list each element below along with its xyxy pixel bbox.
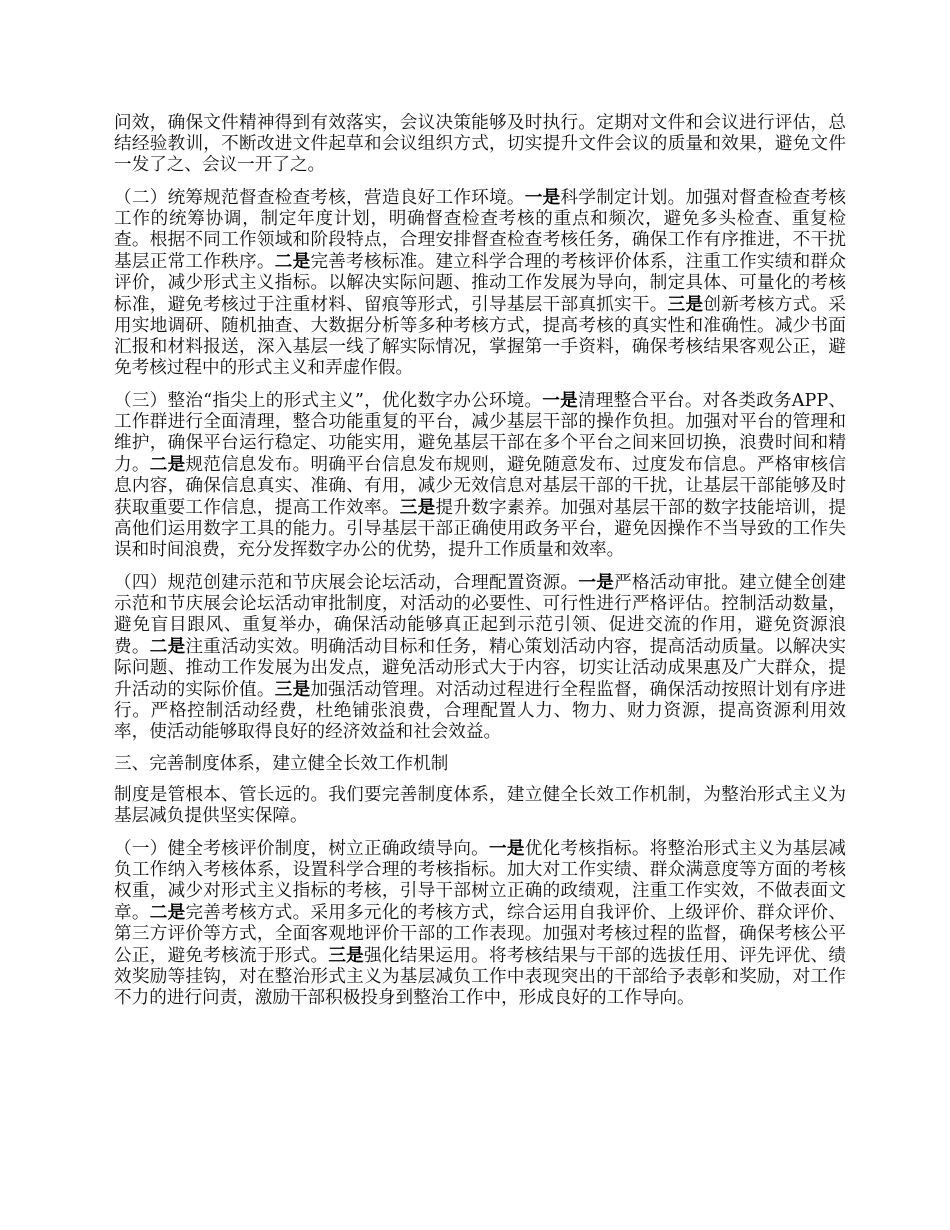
point-text-3: 创新考核方式。采用实地调研、随机抽查、大数据分析等多种考核方式，提高考核的真实性和准确性。减少书面汇报和材料报送，深入基层一线了解实际情况，掌握第一手资料，确保考核结果客观公正，避免考核过程中的形式主义和弄虚作假。 [114,295,846,378]
paragraph-inspection-assessment [114,187,846,379]
section-heading [114,754,846,775]
point-text-1: 严格活动审批。建立健全创建示范和节庆展会论坛活动审批制度，对活动的必要性、可行性进行严格评估。控制活动数量，避免盲目跟风、重复举办，确保活动能够真正起到示范引领、促进交流的作用，避免资源浪费。 [114,573,846,657]
point-text-1: 优化考核指标。将整治形式主义为基层减负工作纳入考核体系，设置科学合理的考核指标。加大对工作实绩、群众满意度等方面的考核权重，减少对形式主义指标的考核，引导干部树立正确的政绩观，注重工作实效，不做表面文章。 [114,839,846,923]
point-marker-3: 三是 [274,679,311,700]
point-text-2: 注重活动实效。明确活动目标和任务，精心策划活动内容，提高活动质量。以解决实际问题、推动工作发展为出发点，避免活动形式大于内容，切实让活动成果惠及广大群众，提升活动的实际价值。 [114,637,846,700]
paragraph-section-intro [114,785,846,827]
point-marker-3: 三是 [328,945,365,966]
point-marker-1: 一是 [524,187,561,208]
document-page [114,113,846,1020]
point-marker-2: 二是 [149,636,186,657]
point-text-2: 规范信息发布。明确平台信息发布规则，避免随意发布、过度发布信息。严格审核信息内容，确保信息真实、准确、有用，减少无效信息对基层干部的干扰，让基层干部能够及时获取重要工作信息，提高工作效率。 [114,455,846,518]
point-marker-2: 二是 [149,454,186,475]
paragraph-events-resources [114,572,846,743]
point-text-2: 完善考核标准。建立科学合理的考核评价体系，注重工作实绩和群众评价，减少形式主义指标。以解决实际问题、推动工作发展为导向，制定具体、可量化的考核标准，避免考核过于注重材料、留痕等形式，引导基层干部真抓实干。 [114,252,846,315]
point-marker-2: 二是 [149,902,186,923]
point-text-1: 科学制定计划。加强对督查检查考核工作的统筹协调，制定年度计划，明确督查检查考核的重点和频次，避免多头检查、重复检查。根据不同工作领域和阶段特点，合理安排督查检查考核任务，确保工作有序推进，不干扰基层正常工作秩序。 [114,188,846,272]
point-marker-3: 三是 [399,497,436,518]
paragraph-lead: （三）整治“指尖上的形式主义”，优化数字办公环境。 [114,391,543,411]
point-text-3: 强化结果运用。将考核结果与干部的选拔任用、评先评优、绩效奖励等挂钩，对在整治形式主义为基层减负工作中表现突出的干部给予表彰和奖励，对工作不力的进行问责，激励干部积极投身到整治工作中，形成良好的工作导向。 [114,946,846,1008]
section-heading-text: 三、完善制度体系，建立健全长效工作机制 [114,754,449,774]
paragraph-lead: （一）健全考核评价制度，树立正确政绩导向。 [114,839,490,859]
point-text-3: 提升数字素养。加强对基层干部的数字技能培训，提高他们运用数字工具的能力。引导基层干部正确使用政务平台，避免因操作不当导致的工作失误和时间浪费，充分发挥数字办公的优势，提升工作质量和效率。 [114,498,846,560]
paragraph-lead: （四）规范创建示范和节庆展会论坛活动，合理配置资源。 [114,573,579,593]
point-marker-3: 三是 [667,294,704,315]
point-marker-1: 一是 [542,390,578,411]
paragraph-continuation-files-meetings [114,113,846,176]
paragraph-text: 制度是管根本、管长远的。我们要完善制度体系，建立健全长效工作机制，为整治形式主义为基层减负提供坚实保障。 [114,785,846,826]
point-text-2: 完善考核方式。采用多元化的考核方式，综合运用自我评价、上级评价、群众评价、第三方评价等方式，全面客观地评价干部的工作表现。加强对考核过程的监督，确保考核公平公正，避免考核流于形式。 [114,903,846,966]
point-text-3: 加强活动管理。对活动过程进行全程监督，确保活动按照计划有序进行。严格控制活动经费，杜绝铺张浪费，合理配置人力、物力、财力资源，提高资源利用效率，使活动能够取得良好的经济效益和社会效益。 [114,680,846,742]
point-marker-1: 一是 [578,572,615,593]
paragraph-text: 问效，确保文件精神得到有效落实，会议决策能够及时执行。定期对文件和会议进行评估，总结经验教训，不断改进文件起草和会议组织方式，切实提升文件会议的质量和效果，避免文件一发了之、会议一开了之。 [114,113,846,175]
point-marker-1: 一是 [489,838,525,859]
paragraph-digital-formalism [114,390,846,561]
paragraph-lead: （二）统筹规范督查检查考核，营造良好工作环境。 [114,188,525,208]
point-marker-2: 二是 [274,251,311,272]
point-text-1: 清理整合平台。对各类政务APP、工作群进行全面清理，整合功能重复的平台，减少基层干部的操作负担。加强对平台的管理和维护，确保平台运行稳定、功能实用，避免基层干部在多个平台之间来回切换，浪费时间和精力。 [114,391,846,475]
paragraph-assessment-system [114,838,846,1009]
